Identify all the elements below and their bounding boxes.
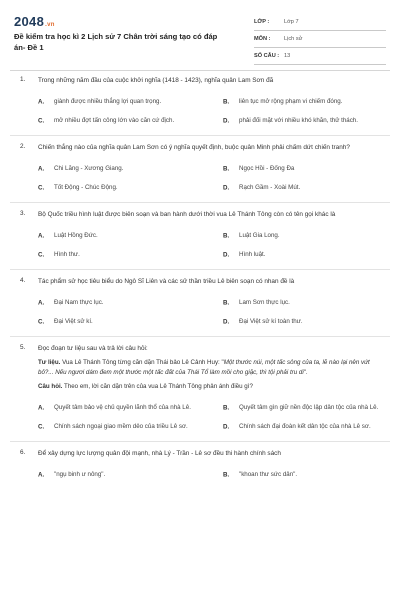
option-d[interactable] [223, 178, 398, 197]
option-letter: A. [38, 231, 45, 239]
question-number: 4. [20, 277, 26, 284]
question-number: 1. [20, 76, 26, 83]
option-text: Hình luật. [239, 250, 266, 258]
option-text: "ngụ binh ư nông". [54, 470, 106, 478]
option-text: Quyết tâm gìn giữ nền độc lập dân tộc của nhà Lê. [239, 403, 379, 411]
option-a[interactable] [38, 398, 213, 417]
source-passage [38, 358, 376, 378]
option-text: Luật Gia Long. [239, 231, 280, 239]
option-text: Lam Sơn thực lục. [239, 298, 290, 306]
info-value: Lịch sử [284, 36, 303, 42]
page-title: Đề kiểm tra học kì 2 Lịch sử 7 Chân trời sáng tạo có đáp án- Đề 1 [14, 32, 218, 52]
question-3 [0, 210, 400, 264]
option-text: Rạch Gầm - Xoài Mút. [239, 183, 301, 191]
option-d[interactable] [223, 417, 398, 436]
option-d[interactable] [223, 312, 398, 331]
option-b[interactable] [223, 465, 398, 484]
option-letter: C. [38, 250, 45, 258]
question-list [0, 76, 400, 484]
option-c[interactable] [38, 312, 213, 331]
option-text: Quyết tâm bảo vệ chủ quyền lãnh thổ của nhà Lê. [54, 403, 191, 411]
answer-options [38, 226, 376, 264]
option-letter: B. [223, 164, 230, 172]
answer-options [38, 159, 376, 197]
question-2 [0, 143, 400, 197]
option-letter: C. [38, 116, 45, 124]
option-letter: C. [38, 317, 45, 325]
option-letter: B. [223, 298, 230, 306]
question-6 [0, 449, 400, 484]
answer-options [38, 92, 376, 130]
option-b[interactable] [223, 92, 398, 111]
sub-question [38, 382, 376, 392]
answer-options [38, 293, 376, 331]
exam-info [254, 14, 386, 65]
option-b[interactable] [223, 293, 398, 312]
option-letter: A. [38, 403, 45, 411]
option-c[interactable] [38, 417, 213, 436]
option-a[interactable] [38, 226, 213, 245]
option-text: mở nhiều đợt tấn công lớn vào căn cứ địch. [54, 116, 175, 124]
option-text: Ngọc Hồi - Đống Đa [239, 164, 295, 172]
option-text: Đại Việt sử kí. [54, 317, 93, 325]
question-divider [10, 336, 390, 337]
question-text: Chiến thắng nào của nghĩa quân Lam Sơn có ý nghĩa quyết định, buộc quân Minh phải chấm dứt chiến tranh? [38, 144, 350, 151]
answer-options [38, 398, 379, 436]
question-text: Trong những năm đầu của cuộc khởi nghĩa (1418 - 1423), nghĩa quân Lam Sơn đã [38, 77, 274, 84]
question-1 [0, 76, 400, 130]
option-text: Chi Lăng - Xương Giang. [54, 164, 124, 172]
info-row-subject [254, 31, 386, 48]
option-b[interactable] [223, 398, 398, 417]
site-logo[interactable] [14, 14, 55, 29]
info-value: Lớp 7 [284, 19, 299, 25]
info-label: SỐ CÂU : [254, 53, 280, 59]
option-letter: B. [223, 403, 230, 411]
question-divider [10, 441, 390, 442]
option-a[interactable] [38, 92, 213, 111]
option-letter: D. [223, 317, 230, 325]
question-4 [0, 277, 400, 331]
info-label: LỚP : [254, 19, 270, 25]
option-c[interactable] [38, 111, 213, 130]
question-divider [10, 269, 390, 270]
answer-options [38, 465, 376, 484]
question-number: 2. [20, 143, 26, 150]
question-5 [0, 344, 400, 436]
option-text: liên tục mở rộng phạm vi chiếm đóng. [239, 97, 343, 105]
option-letter: D. [223, 250, 230, 258]
question-text: Để xây dựng lực lượng quân đội mạnh, nhà Lý - Trần - Lê sơ đều thi hành chính sách [38, 450, 281, 457]
option-text: Hình thư. [54, 250, 80, 258]
question-text: Tác phẩm sử học tiêu biểu do Ngô Sĩ Liên và các sử thần triều Lê biên soạn có nhan đề là [38, 278, 295, 285]
question-divider [10, 135, 390, 136]
option-text: Chính sách ngoại giao mềm dẻo của triều Lê sơ. [54, 422, 188, 430]
option-a[interactable] [38, 465, 213, 484]
header-divider [10, 70, 390, 71]
option-text: "khoan thư sức dân". [239, 470, 298, 478]
option-letter: A. [38, 97, 45, 105]
option-letter: B. [223, 97, 230, 105]
option-d[interactable] [223, 111, 398, 130]
sub-question-text: Theo em, lời căn dặn trên của vua Lê Thánh Tông phản ánh điều gì? [62, 383, 253, 390]
option-text: phải đối mặt với nhiều khó khăn, thử thách. [239, 116, 358, 124]
passage-quote: Một thước núi, một tấc sông của ta, lẽ nào lại nên vứt bỏ?... Nếu ngươi dám đem một thước một tấc đất của Thái Tổ làm mồi cho giặc, thì tội phải tru di [38, 359, 370, 376]
option-a[interactable] [38, 293, 213, 312]
option-a[interactable] [38, 159, 213, 178]
option-letter: C. [38, 183, 45, 191]
option-letter: A. [38, 298, 45, 306]
option-b[interactable] [223, 226, 398, 245]
option-letter: C. [38, 422, 45, 430]
question-divider [10, 202, 390, 203]
option-letter: B. [223, 231, 230, 239]
question-number: 6. [20, 449, 26, 456]
option-letter: B. [223, 470, 230, 478]
passage-label: Tư liệu. [38, 359, 61, 366]
info-row-grade [254, 14, 386, 31]
question-text: Đọc đoạn tư liệu sau và trả lời câu hỏi: [38, 345, 148, 352]
passage-intro: Vua Lê Thánh Tông từng căn dặn Thái bảo Lê Cảnh Huy: " [60, 359, 224, 366]
option-text: giành được nhiều thắng lợi quan trọng. [54, 97, 162, 105]
question-number: 3. [20, 210, 26, 217]
option-c[interactable] [38, 245, 213, 264]
option-b[interactable] [223, 159, 398, 178]
option-letter: D. [223, 183, 230, 191]
option-text: Luật Hồng Đức. [54, 231, 98, 239]
logo-text: 2048 [14, 14, 45, 29]
option-text: Đại Việt sử kí toàn thư. [239, 317, 303, 325]
option-text: Tốt Động - Chúc Động. [54, 183, 118, 191]
logo-tld: .vn [45, 22, 55, 28]
option-letter: A. [38, 164, 45, 172]
question-text: Bộ Quốc triều hình luật được biên soạn và ban hành dưới thời vua Lê Thánh Tông còn có tên gọi khác là [38, 211, 336, 218]
option-c[interactable] [38, 178, 213, 197]
info-row-question-count [254, 48, 386, 65]
sub-question-label: Câu hỏi. [38, 383, 63, 390]
info-label: MÔN : [254, 36, 271, 42]
option-text: Chính sách đại đoàn kết dân tộc của nhà Lê sơ. [239, 422, 371, 430]
question-number: 5. [20, 344, 26, 351]
option-letter: D. [223, 116, 230, 124]
option-letter: D. [223, 422, 230, 430]
page-header [0, 0, 400, 68]
option-d[interactable] [223, 245, 398, 264]
option-letter: A. [38, 470, 45, 478]
option-text: Đại Nam thực lục. [54, 298, 104, 306]
passage-end: ". [303, 369, 308, 376]
info-value: 13 [284, 53, 291, 59]
